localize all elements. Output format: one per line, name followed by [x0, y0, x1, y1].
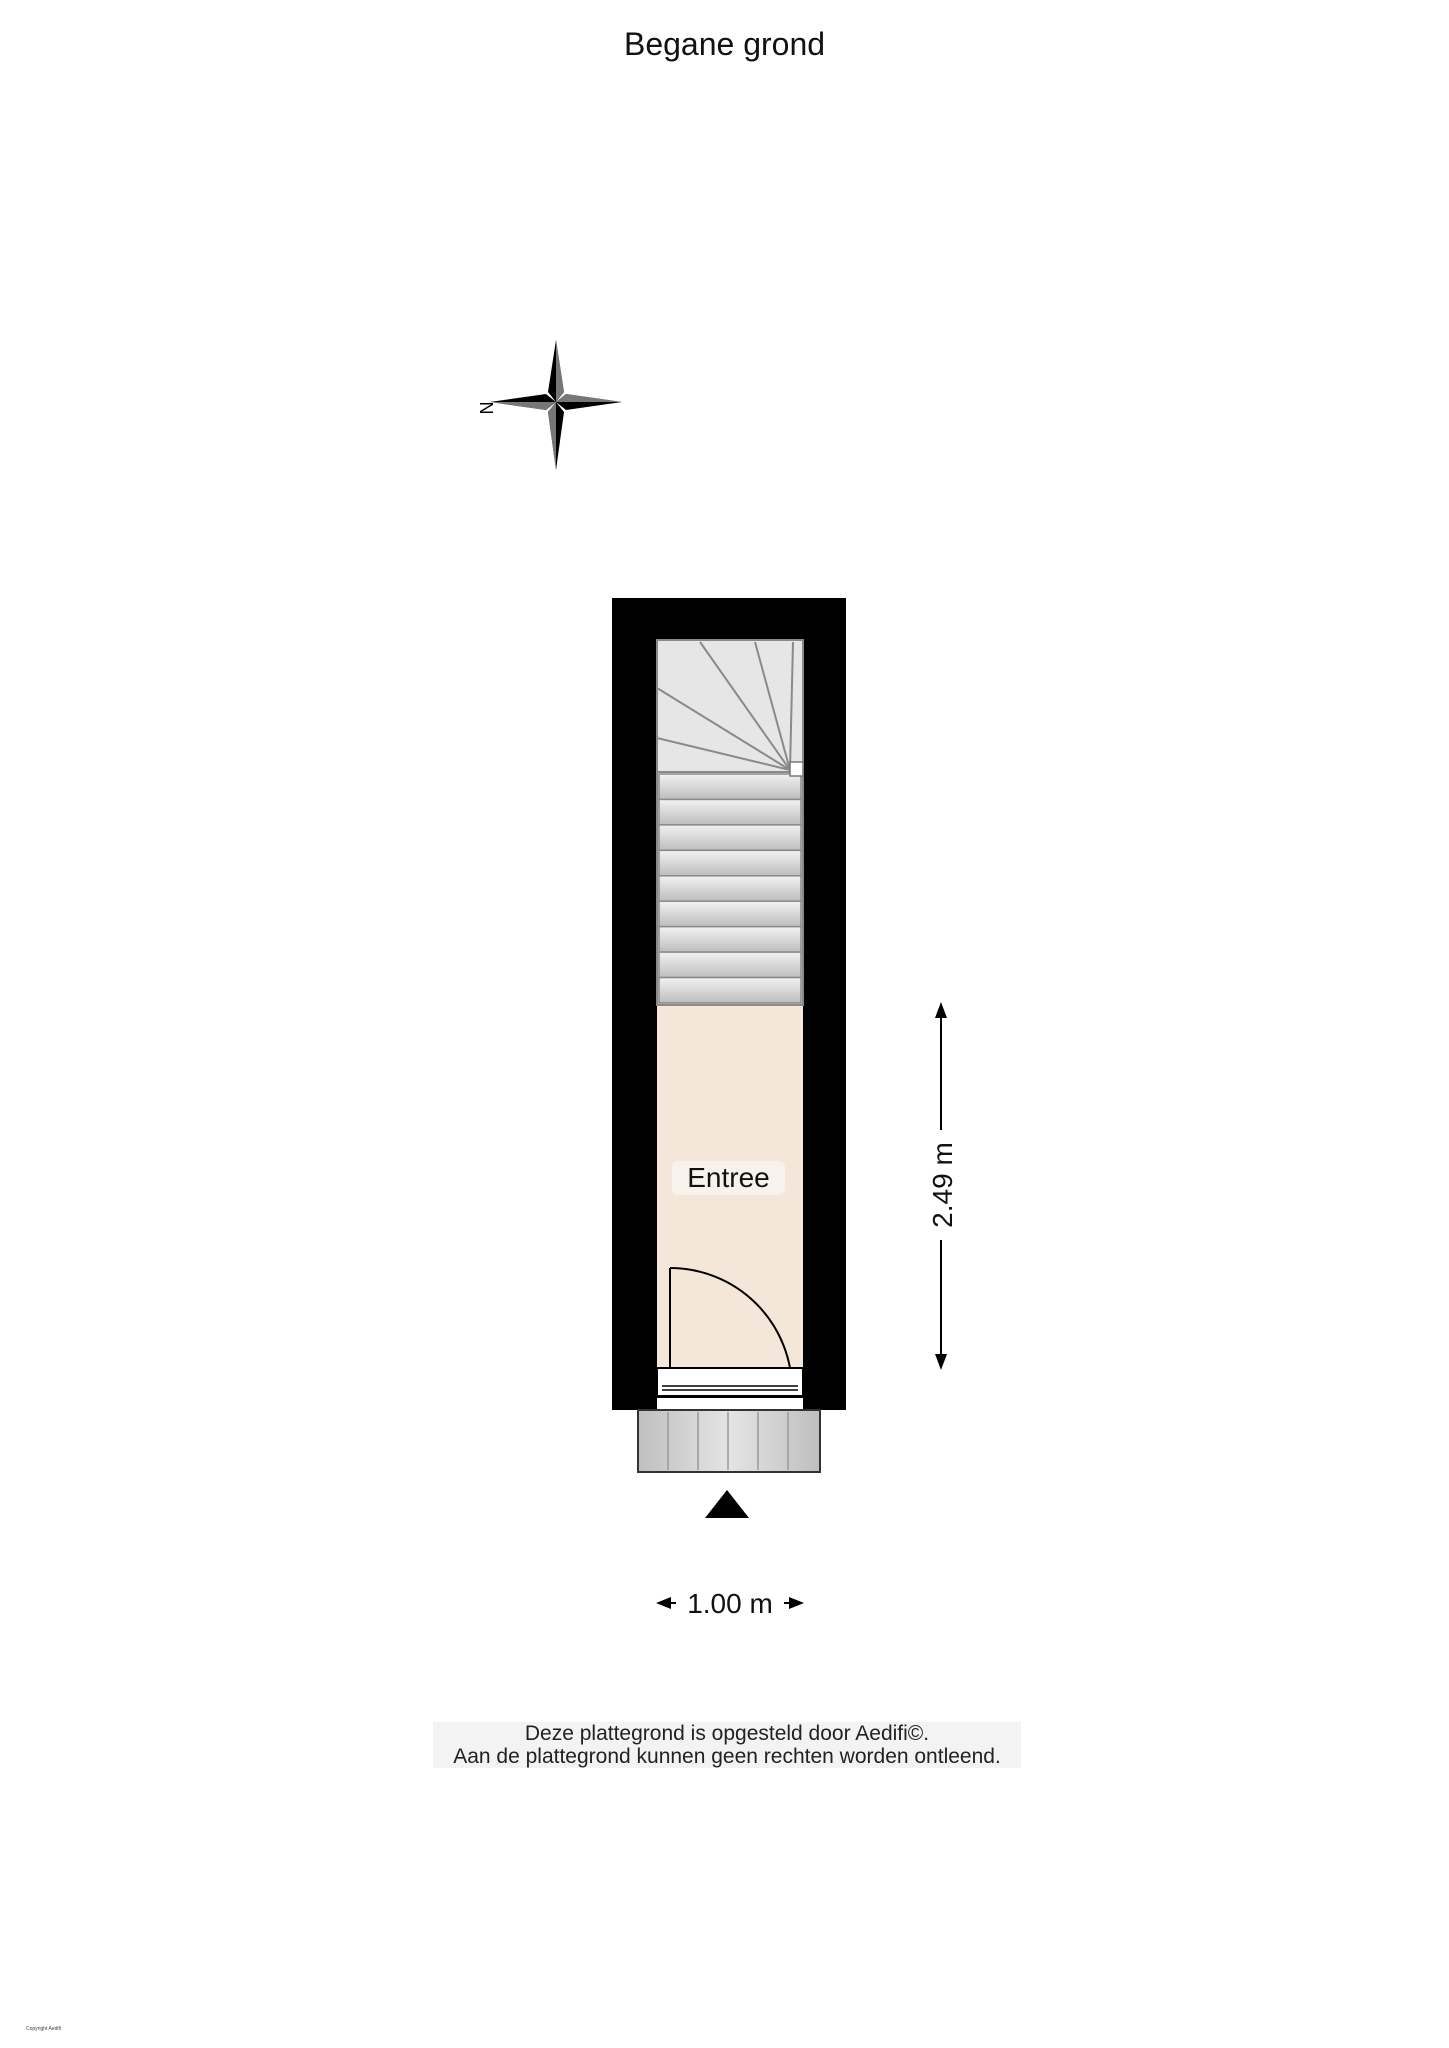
disclaimer-line-2: Aan de plattegrond kunnen geen rechten worden ontleend.	[453, 1745, 1001, 1768]
floor-title: Begane grond	[623, 26, 826, 62]
door-threshold	[657, 1368, 803, 1410]
compass-north-label: N	[476, 401, 496, 415]
stair-tread	[659, 876, 801, 901]
stair-tread	[659, 901, 801, 926]
stair-steps	[659, 774, 801, 1003]
stair-tread	[659, 825, 801, 850]
compass-rose-icon	[476, 340, 622, 470]
staircase	[657, 640, 803, 1005]
disclaimer-box	[433, 1722, 1021, 1768]
depth-dimension	[927, 1002, 958, 1370]
entry-stoop	[638, 1410, 820, 1472]
stair-tread	[659, 850, 801, 875]
stair-tread	[659, 774, 801, 799]
stair-tread	[659, 952, 801, 977]
stair-tread	[659, 799, 801, 824]
svg-text:Entree: Entree	[687, 1162, 770, 1193]
disclaimer-line-1: Deze plattegrond is opgesteld door Aedifi©.	[524, 1722, 930, 1745]
stair-tread	[659, 978, 801, 1003]
width-dimension	[656, 1588, 804, 1619]
width-dimension-label: 1.00 m	[687, 1588, 773, 1619]
copyright-text: Copyright Aedifi	[26, 2026, 62, 2032]
stair-tread	[659, 927, 801, 952]
entrance-arrow-icon	[705, 1490, 749, 1518]
room-label-entree	[672, 1161, 785, 1195]
depth-dimension-label: 2.49 m	[927, 1142, 958, 1228]
